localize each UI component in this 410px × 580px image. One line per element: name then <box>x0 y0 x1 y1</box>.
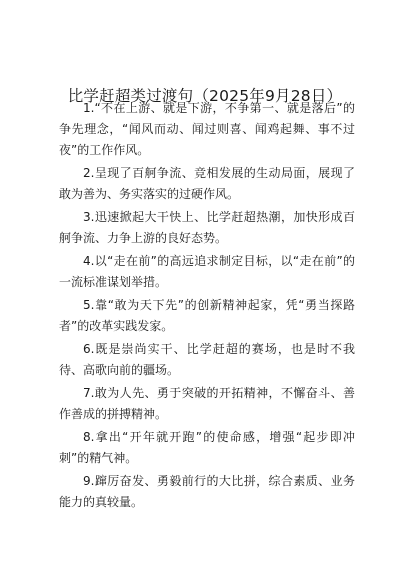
list-item: 3.迅速掀起大干快上、比学赶超热潮，加快形成百舸争流、力争上游的良好态势。 <box>59 210 355 245</box>
list-item: 7.敢为人先、勇于突破的开拓精神，不懈奋斗、善作善成的拼搏精神。 <box>59 386 355 421</box>
list-item: 4.以“走在前”的高远追求制定目标，以“走在前”的一流标准谋划举措。 <box>59 254 355 289</box>
list-item: 1.“不在上游、就是下游，不争第一、就是落后”的争先理念，“闻风而动、闻过则喜、闻鸡起舞、事不过夜”的工作作风。 <box>59 101 355 157</box>
list-item: 9.蹿厉奋发、勇毅前行的大比拼，综合素质、业务能力的真较量。 <box>59 474 355 509</box>
transition-sentence-list <box>59 98 355 513</box>
list-item: 2.呈现了百舸争流、竞相发展的生动局面，展现了敢为善为、务实落实的过硬作风。 <box>59 166 355 201</box>
document-title: 比学赶超类过渡句（2025年9月28日） <box>67 87 343 105</box>
list-item: 6.既是崇尚实干、比学赶超的赛场，也是时不我待、高歌向前的疆场。 <box>59 342 355 377</box>
list-item: 8.拿出“开年就开跑”的使命感，增强“起步即冲刺”的精气神。 <box>59 430 355 465</box>
list-item: 5.靠“敢为天下先”的创新精神起家，凭“勇当探路者”的改革实践发家。 <box>59 298 355 333</box>
